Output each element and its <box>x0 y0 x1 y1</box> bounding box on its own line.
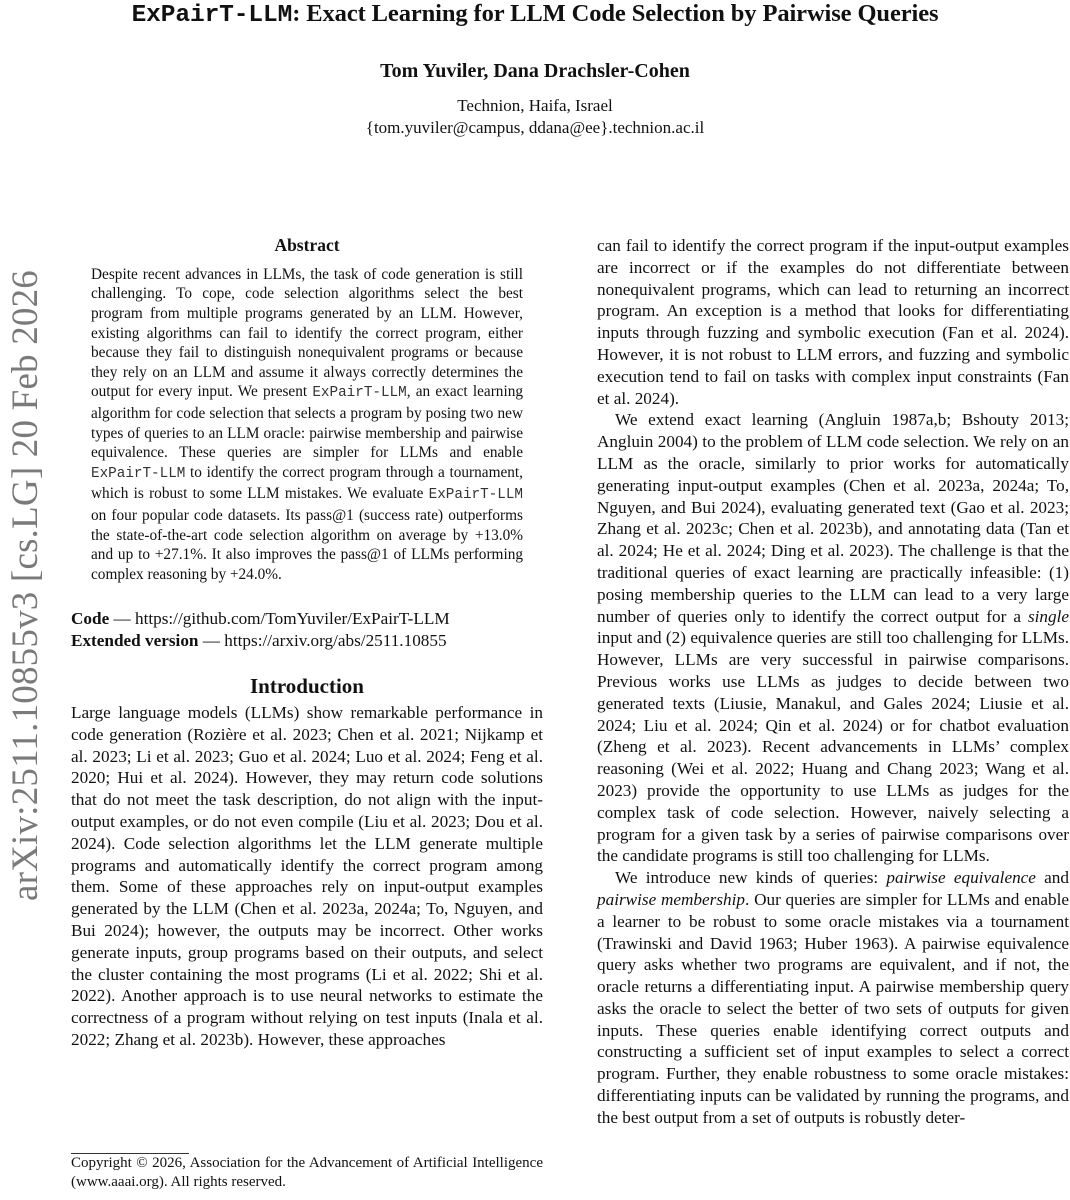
abstract-text: to identify the correct program through a tournament, which is robust to some LLM mistakes. We evaluate <box>91 463 523 503</box>
extended-version-label: Extended version <box>71 631 199 651</box>
paragraph-text: and <box>1035 868 1069 888</box>
code-label: Code <box>71 609 110 629</box>
paragraph-text: We extend exact learning (Angluin 1987a,b; Bshouty 2013; Angluin 2004) to the problem of LLM code selection. We rely on an LLM as the oracle, similarly to prior works for automatically generating input-output examples (Chen et al. 2023a, 2024a; To, Nguyen, and Bui 2024), evaluating generated text (Gao et al. 2023; Zhang et al. 2023c; Chen et al. 2023b), and annotating data (Tan et al. 2024; He et al. 2024; Ding et al. 2023). The challenge is that the traditional queries of exact learning are practically infeasible: (1) posing membership queries to the LLM can lead to a very large number of queries only to identify the correct output for a <box>597 410 1069 626</box>
abstract-text: , an exact learning algorithm for code selection that selects a program by posing two new types of queries to an LLM oracle: pairwise membership and pairwise equivalence. These queries are simpler for LLMs and enable <box>91 383 524 462</box>
intro-paragraph-1: Large language models (LLMs) show remarkable performance in code generation (Rozière et al. 2023; Chen et al. 2021; Nijkamp et al. 2023; Li et al. 2023; Guo et al. 2024; Luo et al. 2024; Feng et al. 2020; Hui et al. 2024). However, they may return code solutions that do not meet the task description, do not align with the input-output examples, or do not even compile (Liu et al. 2023; Dou et al. 2024). Code selection algorithms let the LLM generate multiple programs and automatically identify the correct program among them. Some of these approaches rely on input-output examples generated by the LLM (Chen et al. 2023a, 2024a; To, Nguyen, and Bui 2024); however, the outputs may be incorrect. Other works generate inputs, group programs based on their outputs, and select the cluster containing the most programs (Li et al. 2022; Shi et al. 2022). Another approach is to use neural networks to estimate the correctness of a program without relying on test inputs (Inala et al. 2022; Zhang et al. 2023b). However, these approaches <box>71 703 543 1050</box>
extended-version-line: Extended version — https://arxiv.org/abs/2511.10855 <box>71 631 447 651</box>
code-link-line: Code — https://github.com/TomYuviler/ExPairT-LLM <box>71 609 450 629</box>
intro-paragraph-3 <box>597 867 1069 1129</box>
affiliation: Technion, Haifa, Israel <box>457 96 613 115</box>
code-url-link[interactable]: https://github.com/TomYuviler/ExPairT-LLM <box>134 609 450 629</box>
intro-paragraph-1-continued: can fail to identify the correct program if the input-output examples are incorrect or if the examples do not differentiate between nonequivalent programs, which can lead to returning an incorrect program. An exception is a method that looks for differentiating inputs through fuzzing and symbolic execution (Fan et al. 2024). However, it is not robust to LLM errors, and fuzzing and symbolic execution tend to fail on tasks with complex input constraints (Fan et al. 2024). <box>597 236 1069 408</box>
emphasis-text: pairwise equivalence <box>886 868 1036 888</box>
left-column <box>71 235 543 1051</box>
extended-version-link[interactable]: https://arxiv.org/abs/2511.10855 <box>224 631 447 651</box>
author-list: Tom Yuviler, Dana Drachsler-Cohen <box>380 60 690 82</box>
method-name: ExPairT-LLM <box>91 465 186 482</box>
method-name: ExPairT-LLM <box>312 385 407 402</box>
abstract-text: Despite recent advances in LLMs, the task of code generation is still challenging. To cope, code selection algorithms select the best program from multiple programs generated by an LLM. However, existing algorithms can fail to identify the correct program, either because they fail to distinguish nonequivalent programs or because they rely on an LLM and assume it always correctly determines the output for every input. We present <box>91 265 523 401</box>
paper-title-method: ExPairT-LLM <box>131 2 293 29</box>
intro-paragraph-2 <box>597 409 1069 867</box>
author-emails: {tom.yuviler@campus, ddana@ee}.technion.ac.il <box>365 118 705 137</box>
paragraph-text: input and (2) equivalence queries are still too challenging for LLMs. However, LLMs are very successful in pairwise comparisons. Previous works use LLMs as judges to decide between two generated texts (Liusie, Manakul, and Gales 2024; Liusie et al. 2024; Liu et al. 2024; Qin et al. 2024) or for chatbot evaluation (Zheng et al. 2023). Recent advancements in LLMs’ complex reasoning (Wei et al. 2022; Huang and Chang 2023; Wang et al. 2023) provide the opportunity to use LLMs as judges for the complex task of code selection. However, naively selecting a program for a given task by a series of pairwise comparisons over the candidate programs is still too challenging for LLMs. <box>597 628 1069 866</box>
arxiv-sidebar-stamp <box>0 240 66 930</box>
paper-title <box>0 0 1070 30</box>
links-block <box>71 608 543 652</box>
emphasis-text: pairwise membership <box>597 889 745 909</box>
method-name: ExPairT-LLM <box>428 487 523 504</box>
abstract-text: on four popular code datasets. Its pass@1 (success rate) outperforms the state-of-the-art code selection algorithm on average by +13.0% and up to +27.1%. It also improves the pass@1 of LLMs performing complex reasoning by +24.0%. <box>91 506 523 583</box>
introduction-heading: Introduction <box>250 674 364 699</box>
emphasis-text: single <box>1027 606 1069 626</box>
paragraph-text: . Our queries are simpler for LLMs and enable a learner to be robust to some oracle mistakes via a tournament (Trawinski and David 1963; Huber 1963). A pairwise equivalence query asks whether two programs are equivalent, and if not, the oracle returns a differentiating input. A pairwise membership query asks the oracle to select the better of two sets of outputs for given inputs. These queries enable identifying correct outputs and constructing a sufficient set of input examples to select a correct program. Further, they enable robustness to some oracle mistakes: differentiating inputs can be validated by running the programs, and the best output from a set of outputs is robustly deter- <box>597 889 1069 1127</box>
right-column <box>597 235 1069 1129</box>
copyright-footnote: Copyright © 2026, Association for the Advancement of Artificial Intelligence (www.aaai.org). All rights reserved. <box>71 1155 543 1190</box>
abstract-body <box>91 265 523 585</box>
paragraph-text: We introduce new kinds of queries: <box>615 868 887 888</box>
affiliation-block <box>0 95 1070 139</box>
abstract-heading: Abstract <box>274 235 340 255</box>
paper-title-rest: : Exact Learning for LLM Code Selection by Pairwise Queries <box>292 0 939 27</box>
arxiv-id: arXiv:2511.10855v3 [cs.LG] 20 Feb 2026 <box>5 269 47 901</box>
